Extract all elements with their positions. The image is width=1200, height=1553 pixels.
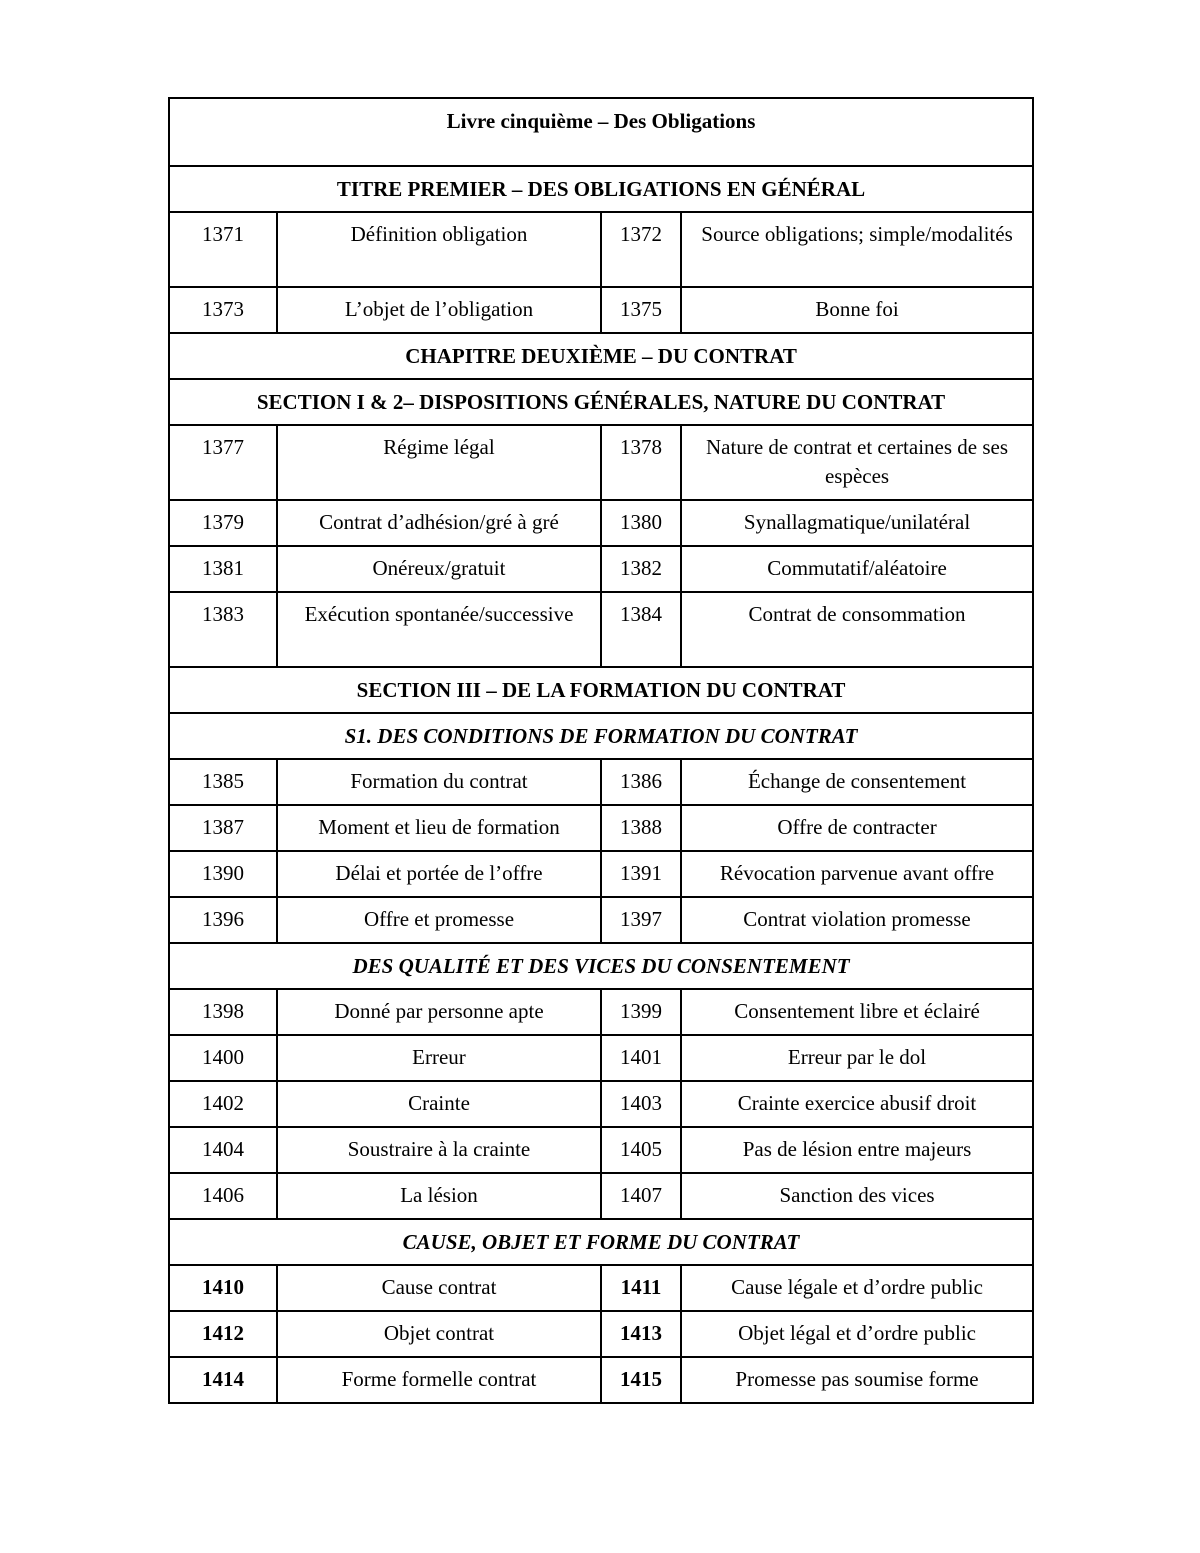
- table-row: [169, 592, 1033, 667]
- section-header-row: [169, 166, 1033, 212]
- table-row: [169, 1357, 1033, 1403]
- article-number: 1385: [169, 759, 277, 805]
- article-description: Contrat violation promesse: [681, 897, 1033, 943]
- section-header: S1. DES CONDITIONS DE FORMATION DU CONTRAT: [169, 713, 1033, 759]
- table-row: [169, 1127, 1033, 1173]
- section-header-row: [169, 333, 1033, 379]
- article-number: 1404: [169, 1127, 277, 1173]
- article-description: Source obligations; simple/modalités: [681, 212, 1033, 287]
- table-row: [169, 897, 1033, 943]
- article-description: Cause légale et d’ordre public: [681, 1265, 1033, 1311]
- table-row: [169, 1035, 1033, 1081]
- article-description: Nature de contrat et certaines de ses espèces: [681, 425, 1033, 500]
- section-header: TITRE PREMIER – DES OBLIGATIONS EN GÉNÉRAL: [169, 166, 1033, 212]
- article-description: La lésion: [277, 1173, 601, 1219]
- table-row: [169, 212, 1033, 287]
- article-number: 1384: [601, 592, 681, 667]
- article-description: Révocation parvenue avant offre: [681, 851, 1033, 897]
- article-description: Régime légal: [277, 425, 601, 500]
- article-description: Erreur par le dol: [681, 1035, 1033, 1081]
- article-description: Commutatif/aléatoire: [681, 546, 1033, 592]
- article-description: Crainte exercice abusif droit: [681, 1081, 1033, 1127]
- article-description: Objet légal et d’ordre public: [681, 1311, 1033, 1357]
- article-number: 1383: [169, 592, 277, 667]
- article-description: Contrat d’adhésion/gré à gré: [277, 500, 601, 546]
- article-description: Échange de consentement: [681, 759, 1033, 805]
- article-description: Forme formelle contrat: [277, 1357, 601, 1403]
- table-row: [169, 546, 1033, 592]
- table-row: [169, 1311, 1033, 1357]
- article-description: Offre de contracter: [681, 805, 1033, 851]
- article-number: 1411: [601, 1265, 681, 1311]
- article-number: 1403: [601, 1081, 681, 1127]
- article-number: 1406: [169, 1173, 277, 1219]
- obligations-table: [168, 97, 1034, 1404]
- section-header-row: [169, 379, 1033, 425]
- section-header: SECTION I & 2– DISPOSITIONS GÉNÉRALES, NATURE DU CONTRAT: [169, 379, 1033, 425]
- article-number: 1410: [169, 1265, 277, 1311]
- article-number: 1390: [169, 851, 277, 897]
- article-number: 1400: [169, 1035, 277, 1081]
- article-number: 1377: [169, 425, 277, 500]
- section-header: CAUSE, OBJET ET FORME DU CONTRAT: [169, 1219, 1033, 1265]
- table-row: [169, 851, 1033, 897]
- article-number: 1405: [601, 1127, 681, 1173]
- article-number: 1413: [601, 1311, 681, 1357]
- article-description: L’objet de l’obligation: [277, 287, 601, 333]
- article-description: Synallagmatique/unilatéral: [681, 500, 1033, 546]
- article-description: Délai et portée de l’offre: [277, 851, 601, 897]
- article-number: 1372: [601, 212, 681, 287]
- article-description: Donné par personne apte: [277, 989, 601, 1035]
- article-description: Exécution spontanée/successive: [277, 592, 601, 667]
- book-title: Livre cinquième – Des Obligations: [169, 98, 1033, 166]
- article-description: Moment et lieu de formation: [277, 805, 601, 851]
- article-description: Erreur: [277, 1035, 601, 1081]
- article-number: 1388: [601, 805, 681, 851]
- article-description: Offre et promesse: [277, 897, 601, 943]
- article-number: 1391: [601, 851, 681, 897]
- article-description: Soustraire à la crainte: [277, 1127, 601, 1173]
- article-number: 1386: [601, 759, 681, 805]
- article-number: 1373: [169, 287, 277, 333]
- article-description: Promesse pas soumise forme: [681, 1357, 1033, 1403]
- table-row: [169, 500, 1033, 546]
- article-number: 1398: [169, 989, 277, 1035]
- article-number: 1382: [601, 546, 681, 592]
- article-description: Cause contrat: [277, 1265, 601, 1311]
- section-header-row: [169, 667, 1033, 713]
- article-description: Crainte: [277, 1081, 601, 1127]
- article-number: 1378: [601, 425, 681, 500]
- article-description: Bonne foi: [681, 287, 1033, 333]
- table-row: [169, 425, 1033, 500]
- article-description: Consentement libre et éclairé: [681, 989, 1033, 1035]
- article-number: 1375: [601, 287, 681, 333]
- article-number: 1396: [169, 897, 277, 943]
- article-description: Onéreux/gratuit: [277, 546, 601, 592]
- article-number: 1414: [169, 1357, 277, 1403]
- article-description: Objet contrat: [277, 1311, 601, 1357]
- article-number: 1397: [601, 897, 681, 943]
- table-row: [169, 1265, 1033, 1311]
- section-header-row: [169, 713, 1033, 759]
- article-number: 1407: [601, 1173, 681, 1219]
- article-description: Sanction des vices: [681, 1173, 1033, 1219]
- article-number: 1402: [169, 1081, 277, 1127]
- table-row: [169, 1081, 1033, 1127]
- article-number: 1371: [169, 212, 277, 287]
- section-header-row: [169, 1219, 1033, 1265]
- section-header: DES QUALITÉ ET DES VICES DU CONSENTEMENT: [169, 943, 1033, 989]
- article-description: Formation du contrat: [277, 759, 601, 805]
- table-body: [169, 98, 1033, 1403]
- article-number: 1415: [601, 1357, 681, 1403]
- book-title-row: [169, 98, 1033, 166]
- article-number: 1387: [169, 805, 277, 851]
- document-page: [168, 97, 1032, 1404]
- section-header: CHAPITRE DEUXIÈME – DU CONTRAT: [169, 333, 1033, 379]
- table-row: [169, 759, 1033, 805]
- table-row: [169, 1173, 1033, 1219]
- table-row: [169, 989, 1033, 1035]
- article-description: Pas de lésion entre majeurs: [681, 1127, 1033, 1173]
- section-header-row: [169, 943, 1033, 989]
- article-description: Contrat de consommation: [681, 592, 1033, 667]
- article-number: 1380: [601, 500, 681, 546]
- article-number: 1379: [169, 500, 277, 546]
- table-row: [169, 287, 1033, 333]
- article-number: 1401: [601, 1035, 681, 1081]
- article-number: 1381: [169, 546, 277, 592]
- table-row: [169, 805, 1033, 851]
- article-number: 1399: [601, 989, 681, 1035]
- article-description: Définition obligation: [277, 212, 601, 287]
- section-header: SECTION III – DE LA FORMATION DU CONTRAT: [169, 667, 1033, 713]
- article-number: 1412: [169, 1311, 277, 1357]
